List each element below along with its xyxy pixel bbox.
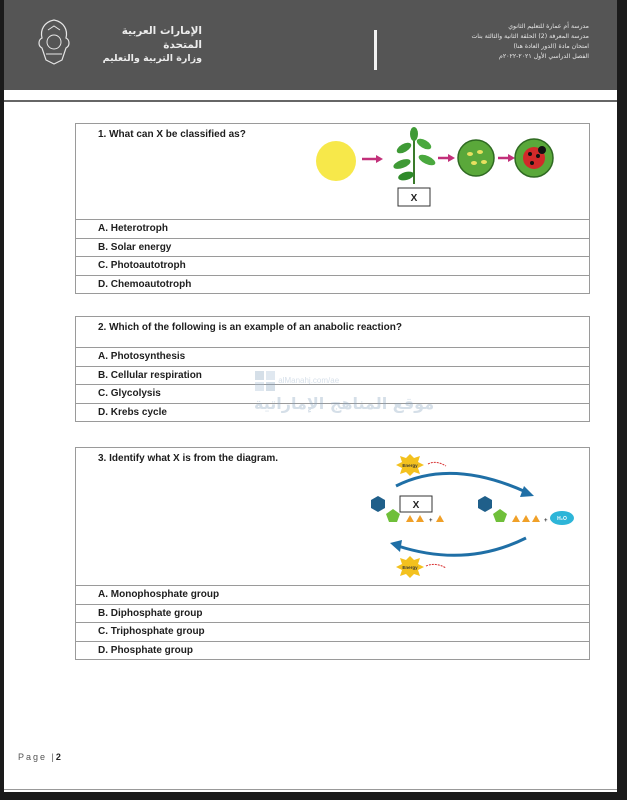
question-3-stem-cell <box>76 448 590 586</box>
question-3-option-d[interactable]: D. Phosphate group <box>76 641 590 660</box>
footer-page-word: Page | <box>18 752 56 762</box>
watermark-arabic: موقع المناهج الإماراتية <box>254 394 435 413</box>
footer-rule <box>4 789 617 790</box>
footer-page-number: 2 <box>55 752 61 762</box>
question-2-option-c[interactable]: C. Glycolysis <box>76 385 590 404</box>
school-line-1: مدرسة أم عمارة للتعليم الثانوي <box>508 23 589 30</box>
question-1-option-a[interactable]: A. Heterotroph <box>76 220 590 239</box>
page-header <box>4 0 617 90</box>
question-2-option-d[interactable]: D. Krebs cycle <box>76 403 590 422</box>
exam-page <box>4 0 617 792</box>
energy-wave-bottom <box>426 564 446 568</box>
water-label: H₂O <box>557 516 567 522</box>
question-3-stem: 3. Identify what X is from the diagram. <box>98 453 279 464</box>
energy-label-bottom: Energy <box>402 565 418 570</box>
header-rule <box>4 100 617 102</box>
header-divider <box>374 30 377 70</box>
svg-text:+: + <box>544 518 548 524</box>
question-3-option-b[interactable]: B. Diphosphate group <box>76 604 590 623</box>
svg-text:+: + <box>429 518 433 524</box>
question-1-option-b[interactable]: B. Solar energy <box>76 238 590 257</box>
energy-wave-top <box>428 462 446 466</box>
energy-label-top: Energy <box>402 463 418 468</box>
uae-emblem-icon <box>34 16 74 68</box>
question-2-stem-cell <box>76 317 590 348</box>
watermark-url: alManahj.com/ae <box>278 376 340 386</box>
watermark-logo-icon <box>254 370 276 392</box>
watermark <box>254 370 434 413</box>
school-line-2: مدرسة المعرفة (2) الحلقة الثانية والثالثة بنات <box>471 33 589 40</box>
question-1-option-d[interactable]: D. Chemoautotroph <box>76 275 590 294</box>
school-line-3: امتحان مادة (الدور العادة هنا) <box>513 43 589 50</box>
energy-burst-icon <box>396 556 424 578</box>
food-chain-diagram <box>306 126 556 212</box>
ministry-line-1: الإمارات العربية المتحدة <box>121 25 202 51</box>
arrow-icon <box>362 155 383 163</box>
question-1-option-c[interactable]: C. Photoautotroph <box>76 257 590 276</box>
question-3-option-a[interactable]: A. Monophosphate group <box>76 586 590 605</box>
cycle-arrow-bottom <box>398 538 526 555</box>
arrow-icon <box>438 154 455 162</box>
q3-x-label: X <box>412 500 420 511</box>
question-2-option-a[interactable]: A. Photosynthesis <box>76 348 590 367</box>
energy-burst-icon <box>396 454 424 476</box>
ministry-name <box>84 24 202 66</box>
atp-cycle-diagram <box>356 450 586 578</box>
question-2-option-b[interactable]: B. Cellular respiration <box>76 366 590 385</box>
question-3-option-c[interactable]: C. Triphosphate group <box>76 623 590 642</box>
school-line-4: الفصل الدراسي الأول ٢٠٢١-٢٠٢٢م <box>499 53 589 60</box>
question-2-stem: 2. Which of the following is an example of an anabolic reaction? <box>98 322 402 333</box>
arrow-icon <box>498 154 515 162</box>
atp-molecule <box>478 496 548 524</box>
q1-x-label: X <box>410 193 418 204</box>
school-info <box>419 22 589 62</box>
ladybug-icon <box>515 139 553 177</box>
sun-icon <box>316 141 356 181</box>
question-1-stem: 1. What can X be classified as? <box>98 129 246 140</box>
water-molecule-icon <box>550 511 574 525</box>
aphid-on-leaf-icon <box>458 140 494 176</box>
question-3-table <box>75 447 590 660</box>
cycle-arrow-top <box>396 473 526 492</box>
plant-icon <box>392 127 437 184</box>
page-footer <box>18 752 61 762</box>
question-1-stem-cell <box>76 124 590 220</box>
ministry-line-2: وزارة التربية والتعليم <box>102 53 202 64</box>
question-1-table <box>75 123 590 294</box>
